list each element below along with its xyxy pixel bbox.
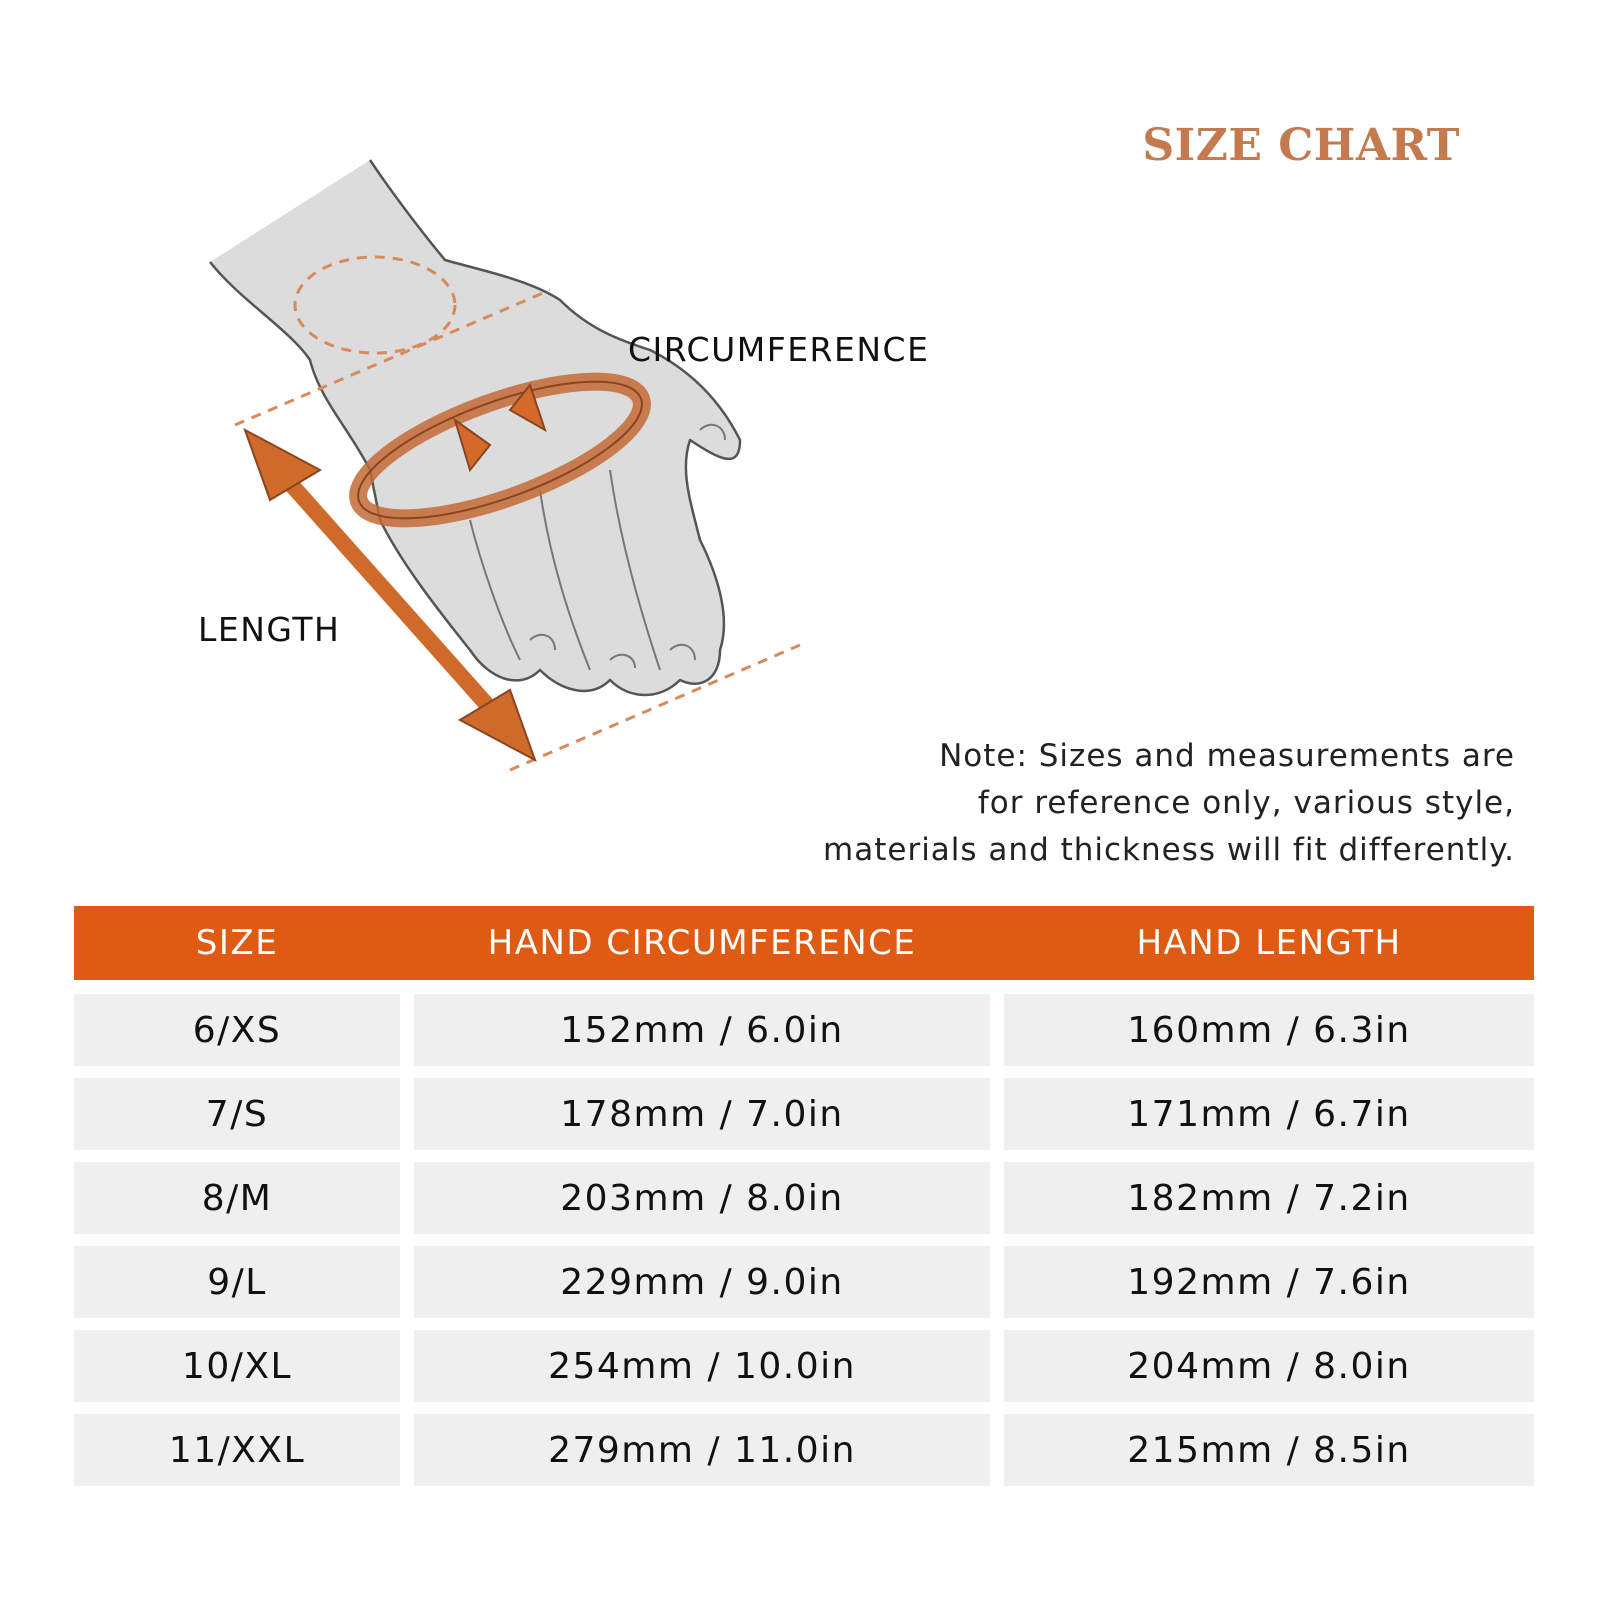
note-line: Note: Sizes and measurements are — [939, 738, 1515, 774]
table-row — [74, 1078, 1534, 1150]
table-row — [74, 1330, 1534, 1402]
note-line: for reference only, various style, — [977, 785, 1515, 821]
circumference-cell: 152mm / 6.0in — [414, 994, 990, 1066]
length-cell: 204mm / 8.0in — [1004, 1330, 1534, 1402]
length-label: LENGTH — [198, 610, 341, 649]
page-title: SIZE CHART — [1142, 120, 1460, 171]
table-row — [74, 994, 1534, 1066]
size-cell: 11/XXL — [74, 1414, 400, 1486]
table-row — [74, 1162, 1534, 1234]
size-cell: 7/S — [74, 1078, 400, 1150]
circumference-cell: 178mm / 7.0in — [414, 1078, 990, 1150]
length-cell: 171mm / 6.7in — [1004, 1078, 1534, 1150]
header-hand-circumference: HAND CIRCUMFERENCE — [487, 923, 917, 963]
size-cell: 10/XL — [74, 1330, 400, 1402]
table-row — [74, 1246, 1534, 1318]
hand-measurement-illustration — [0, 0, 900, 800]
circumference-cell: 254mm / 10.0in — [414, 1330, 990, 1402]
header-hand-length: HAND LENGTH — [1136, 923, 1402, 963]
header-size: SIZE — [195, 923, 279, 963]
size-cell: 9/L — [74, 1246, 400, 1318]
size-table — [74, 994, 1534, 1498]
table-row — [74, 1414, 1534, 1486]
length-cell: 215mm / 8.5in — [1004, 1414, 1534, 1486]
size-cell: 8/M — [74, 1162, 400, 1234]
circumference-cell: 203mm / 8.0in — [414, 1162, 990, 1234]
circumference-cell: 229mm / 9.0in — [414, 1246, 990, 1318]
length-cell: 192mm / 7.6in — [1004, 1246, 1534, 1318]
circumference-cell: 279mm / 11.0in — [414, 1414, 990, 1486]
length-cell: 160mm / 6.3in — [1004, 994, 1534, 1066]
size-cell: 6/XS — [74, 994, 400, 1066]
length-cell: 182mm / 7.2in — [1004, 1162, 1534, 1234]
table-header — [74, 906, 1534, 980]
circumference-label: CIRCUMFERENCE — [628, 330, 930, 369]
note-line: materials and thickness will fit differently. — [823, 832, 1515, 868]
reference-note — [700, 733, 1515, 874]
